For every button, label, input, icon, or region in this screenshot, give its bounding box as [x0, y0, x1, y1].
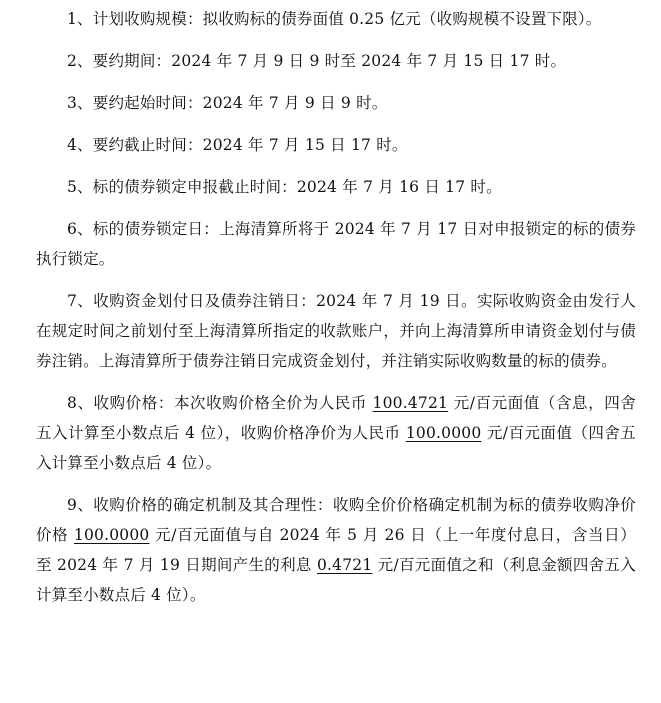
item-offer-start-time: 3、要约起始时间：2024 年 7 月 9 日 9 时。	[67, 94, 388, 112]
item8-text-1: 8、收购价格：本次收购价格全价为人民币	[67, 394, 373, 412]
net-price-value: 100.0000	[405, 424, 482, 442]
item8-text-3: 元/百元面值（四舍五入计算至小数点后 4 位）。	[36, 424, 636, 472]
item9-text-2: 元/百元面值与自 2024 年 5 月 26 日（上一年度付息日，含当日）至 2024 年 7 月 19 日期间产生的利息	[36, 526, 636, 574]
item8-text-2: 元/百元面值（含息，四舍五入计算至小数点后 4 位），收购价格净价为人民币	[36, 394, 637, 442]
item9-text-3: 元/百元面值之和（利息金额四舍五入计算至小数点后 4 位）。	[36, 556, 636, 604]
item9-text-1: 9、收购价格的确定机制及其合理性：收购全价价格确定机制为标的债券收购净价价格	[36, 496, 636, 544]
document-body	[36, 4, 636, 622]
net-price-value-2: 100.0000	[73, 526, 150, 544]
full-price-value: 100.4721	[372, 394, 449, 412]
interest-value: 0.4721	[316, 556, 373, 574]
item-offer-period: 2、要约期间：2024 年 7 月 9 日 9 时至 2024 年 7 月 15 日 17 时。	[67, 52, 567, 70]
item-purchase-scale: 1、计划收购规模：拟收购标的债券面值 0.25 亿元（收购规模不设置下限）。	[67, 10, 602, 28]
item-lock-declaration-deadline: 5、标的债券锁定申报截止时间：2024 年 7 月 16 日 17 时。	[67, 178, 502, 196]
item-price-mechanism	[36, 490, 636, 610]
item-lock-date: 6、标的债券锁定日：上海清算所将于 2024 年 7 月 17 日对申报锁定的标的债券执行锁定。	[36, 220, 636, 268]
item-purchase-price	[36, 388, 636, 478]
item-payment-and-cancellation-date: 7、收购资金划付日及债券注销日：2024 年 7 月 19 日。实际收购资金由发行人在规定时间之前划付至上海清算所指定的收款账户，并向上海清算所申请资金划付与债券注销。上海清算所于债券注销日完成资金划付，并注销实际收购数量的标的债券。	[36, 292, 636, 370]
item-offer-end-time: 4、要约截止时间：2024 年 7 月 15 日 17 时。	[67, 136, 408, 154]
